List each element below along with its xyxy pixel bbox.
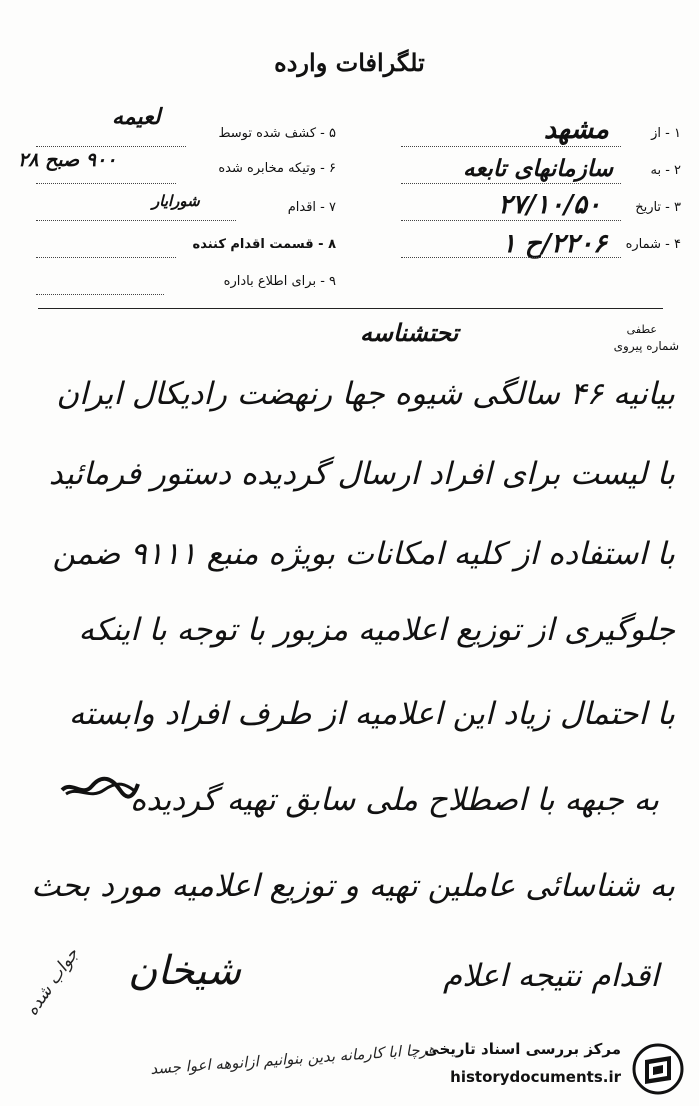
field-label: ۷ - اقدام — [287, 200, 336, 215]
form-right-column — [381, 114, 681, 268]
body-line: با استفاده از کلیه امکانات بویژه منبع ۹۱۱۱ ضمن — [52, 536, 675, 572]
field-label: ۳ - تاریخ — [635, 200, 681, 215]
body-line: با احتمال زیاد این اعلامیه از طرف افراد وابسته — [68, 696, 675, 732]
field-label: ۸ - قسمت اقدام کننده — [192, 237, 336, 252]
ink-scribble — [60, 772, 140, 802]
field-value: سازمانهای تابعه — [463, 155, 613, 182]
field-label: ۱ - از — [651, 126, 681, 141]
body-line: اقدام نتیجه اعلام — [443, 958, 659, 994]
classification-stamp: تحتشناسه — [360, 318, 459, 347]
field-dots — [401, 146, 621, 147]
archive-watermark — [411, 1038, 691, 1100]
field-action — [36, 194, 336, 231]
body-line: جلوگیری از توزیع اعلامیه مزبور با توجه با اینکه — [78, 612, 675, 648]
divider — [38, 308, 663, 309]
field-label: ۹ - برای اطلاع باداره — [223, 274, 336, 289]
watermark-url: historydocuments.ir — [450, 1068, 621, 1086]
footer-handwritten-note: هرچا ابا کارمانه بدین بنوانیم ازانوهه اعوا جسد — [149, 1040, 437, 1078]
field-dots — [36, 146, 186, 147]
form-left-column — [18, 104, 336, 305]
field-label: ۴ - شماره — [625, 237, 681, 252]
field-dots — [401, 183, 621, 184]
serial-bottom-value: پیروی — [613, 339, 643, 353]
field-action-dept — [36, 231, 336, 268]
serial-block — [614, 322, 679, 354]
field-date — [381, 190, 681, 231]
serial-label: شماره — [646, 339, 679, 353]
watermark-org: مرکز بررسی اسناد تاریخی — [424, 1040, 621, 1058]
marginal-note: جواب شده — [22, 944, 83, 1020]
field-value: ۲۷/۱۰/۵۰ — [498, 190, 601, 220]
field-value: مشهد — [543, 114, 609, 145]
field-dots — [36, 220, 236, 221]
serial-top-value: عطفی — [626, 323, 657, 336]
field-label: ۶ - وتیکه مخابره شده — [218, 161, 336, 176]
field-number — [381, 231, 681, 268]
field-value: ۹۰۰ صبح ۲۸ — [18, 149, 117, 171]
body-line: به شناسائی عاملین تهیه و توزیع اعلامیه مورد بحث — [31, 868, 675, 904]
field-label: ۲ - به — [650, 163, 681, 178]
body-line: با لیست برای افراد ارسال گردیده دستور فرمائید — [48, 456, 675, 492]
field-value: ۲۲۰۶/ح ۱ — [501, 229, 607, 259]
field-to — [381, 157, 681, 194]
field-value: شورایار — [152, 192, 200, 210]
field-label: ۵ - کشف شده توسط — [218, 126, 336, 141]
body-line: بیانیه ۴۶ سالگی شیوه جها رنهضت رادیکال ایران — [56, 376, 675, 412]
field-dots — [36, 257, 176, 258]
field-dots — [401, 220, 621, 221]
field-for-info — [36, 268, 336, 305]
field-from — [381, 114, 681, 157]
field-transmitted-at — [18, 149, 336, 194]
signature: شیخان — [128, 948, 241, 994]
field-dots — [36, 294, 164, 295]
field-dots — [36, 183, 176, 184]
field-value: لعیمه — [112, 104, 161, 130]
archive-logo-icon — [631, 1042, 685, 1096]
body-line: به جبهه با اصطلاح ملی سابق تهیه گردیده — [130, 782, 659, 818]
field-dots — [401, 257, 621, 258]
document-title: تلگرافات وارده — [274, 48, 425, 77]
